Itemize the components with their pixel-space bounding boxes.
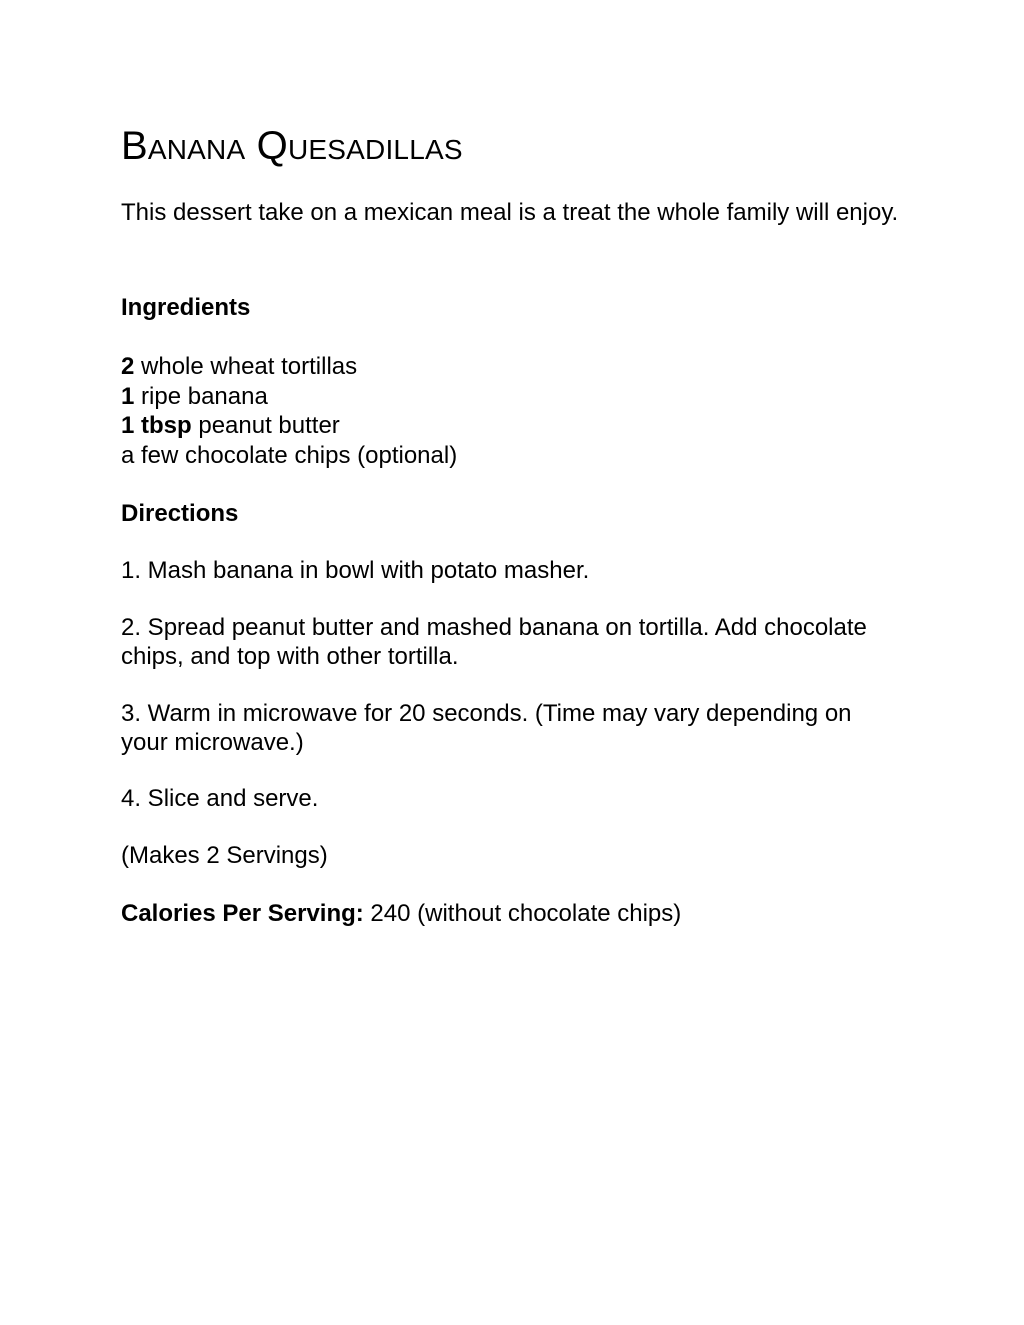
ingredient-item: [121, 411, 457, 441]
direction-step: 3. Warm in microwave for 20 seconds. (Time may vary depending on your microwave.): [121, 700, 852, 756]
direction-step: 2. Spread peanut butter and mashed banana on tortilla. Add chocolate chips, and top with other tortilla.: [121, 614, 867, 670]
ingredient-name: a few chocolate chips (optional): [121, 442, 458, 470]
ingredient-name: peanut butter: [191, 412, 340, 440]
directions-heading: Directions: [121, 500, 239, 527]
ingredients-heading: Ingredients: [121, 294, 251, 321]
ingredient-item: [121, 352, 457, 382]
direction-step: 4. Slice and serve.: [121, 785, 319, 812]
recipe-intro: This dessert take on a mexican meal is a treat the whole family will enjoy.: [121, 199, 899, 226]
ingredient-item: [121, 382, 457, 412]
calories-line: [121, 899, 681, 928]
ingredient-item: [121, 441, 457, 471]
calories-value: 240 (without chocolate chips): [363, 900, 682, 927]
ingredient-quantity: 1: [121, 382, 135, 410]
ingredient-name: ripe banana: [134, 382, 268, 410]
ingredient-quantity: 1 tbsp: [121, 412, 192, 440]
ingredient-name: whole wheat tortillas: [134, 353, 358, 380]
calories-label: Calories Per Serving:: [121, 900, 364, 927]
recipe-title: Banana Quesadillas: [121, 124, 463, 168]
ingredient-quantity: 2: [121, 353, 135, 380]
ingredients-list: [121, 352, 457, 471]
servings-note: (Makes 2 Servings): [121, 842, 328, 869]
direction-step: 1. Mash banana in bowl with potato masher.: [121, 557, 590, 584]
